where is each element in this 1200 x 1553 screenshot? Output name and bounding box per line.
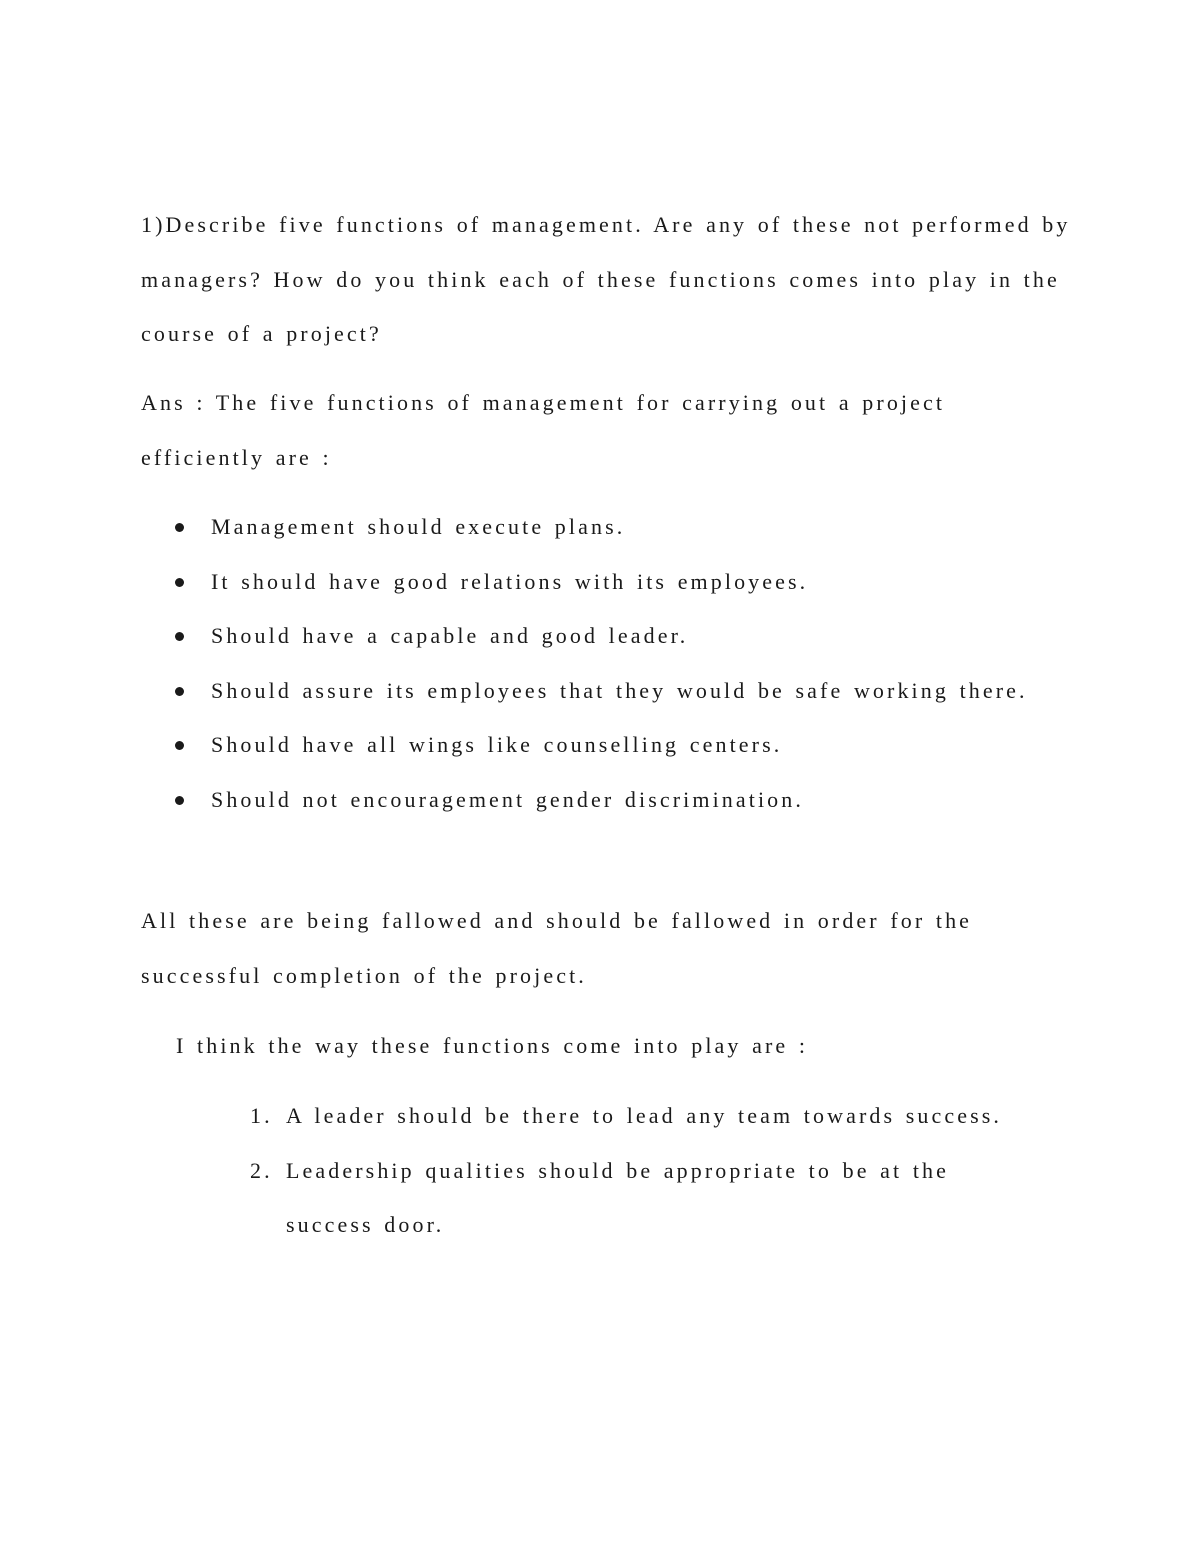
bullet-text: Management should execute plans.	[211, 514, 626, 539]
bullet-icon	[175, 523, 184, 532]
bullet-text: Should have all wings like counselling centers.	[211, 732, 783, 757]
numbered-text: A leader should be there to lead any team towards success.	[286, 1103, 1003, 1128]
bullet-icon	[175, 741, 184, 750]
bullet-icon	[175, 632, 184, 641]
summary-paragraph: All these are being fallowed and should be fallowed in order for the successful completion of the project.	[141, 908, 973, 988]
bullet-item	[141, 773, 1071, 828]
bullet-text: Should assure its employees that they would be safe working there.	[211, 677, 1028, 703]
bullet-icon	[175, 687, 184, 696]
bullet-item	[141, 500, 1071, 555]
functions-numbered-list	[250, 1089, 1030, 1253]
bullet-icon	[175, 578, 184, 587]
numbered-item	[250, 1144, 1030, 1253]
bullet-text: It should have good relations with its employees.	[211, 568, 809, 594]
functions-bullet-list	[141, 500, 1071, 827]
bullet-item	[141, 555, 1071, 610]
bullet-text: Should not encouragement gender discrimination.	[211, 786, 804, 812]
bullet-text: Should have a capable and good leader.	[211, 623, 689, 648]
numbered-item	[250, 1089, 1030, 1144]
bullet-item	[141, 609, 1071, 664]
numbered-text: Leadership qualities should be appropriate to be at the success door.	[286, 1157, 950, 1237]
think-intro-paragraph: I think the way these functions come into play are :	[176, 1033, 809, 1058]
answer-intro-paragraph: Ans : The five functions of management for carrying out a project efficiently are :	[141, 390, 946, 470]
number-marker: 2.	[250, 1157, 273, 1183]
bullet-item	[141, 664, 1071, 719]
bullet-item	[141, 718, 1071, 773]
bullet-icon	[175, 796, 184, 805]
number-marker: 1.	[250, 1103, 273, 1128]
question-paragraph: 1)Describe five functions of management. Are any of these not performed by managers? How do you think each of these functions comes into play in the course of a project?	[141, 212, 1071, 346]
